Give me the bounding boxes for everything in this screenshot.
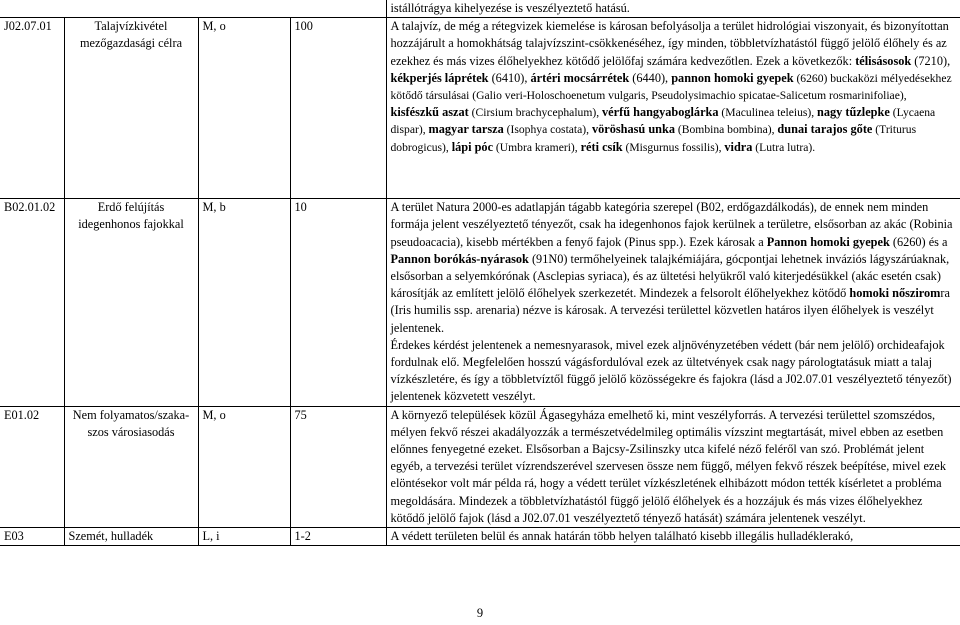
threat-name: Erdő felújítás idegenhonos fajokkal [64, 199, 198, 406]
threat-param: M, o [198, 406, 290, 527]
table-row [0, 406, 960, 527]
threat-param: M, b [198, 199, 290, 406]
threat-value: 100 [290, 18, 386, 199]
table-row [0, 18, 960, 199]
row-description-fragment: istállótrágya kihelyezése is veszélyeztető hatású. [386, 0, 960, 18]
threat-param: L, i [198, 528, 290, 546]
threat-description: A környező települések közül Ágasegyháza emelhető ki, mint veszélyforrás. A tervezési területtel szomszédos, mélyen fekvő részei akadályozzák a természetvédelmileg optimális vízszint megtartását, mivel ebben az esetben előnnes fenyegetné ezeket. Elsősorban a Bajcsy-Zsilinszky utca kifelé néző feléről van szó. Problémát jelent egyéb, a tervezési terület vízrendszerével szervesen össze nem függő, mélyen fekvő részek beépítése, mivel ezek elöntésekor volt már példa rá, hogy a védett terület vízkészletének elhibázott módon tették kísérletet a probléma megoldására. Mindezek a többletvízhatástól függő jelölő élőhelyek és a hozzájuk és más vizes élőhelyekhez kötődő jelölő fajok (lásd a J02.07.01 veszélyeztető tényező hatását) számára jelentenek veszélyt. [386, 406, 960, 527]
table-row [0, 528, 960, 546]
threat-description: A talajvíz, de még a rétegvizek kiemelése is károsan befolyásolja a terület hidrológiai viszonyait, és bizonyítottan hozzájárult a homokhátság talajvízszint-csökkenéséhez, így minden, többletvízhatástól függő jelölő élőhely és az ezekhez és más vizes élőhelyekhez kötődő jelölőfaj számára kedvezőtlen. Ezek a következők: télisásosok (7210), kékperjés láprétek (6410), ártéri mocsárrétek (6440), pannon homoki gyepek (6260) buckaközi mélyedésekhez kötődő társulásai (Galio veri-Holoschoenetum vulgaris, Pseudolysimachio spicatae-Salicetum rosmarinifoliae), kisfészkű aszat (Cirsium brachycephalum), vérfű hangyaboglárka (Maculinea teleius), nagy tűzlepke (Lycaena dispar), magyar tarsza (Isophya costata), vöröshasú unka (Bombina bombina), dunai tarajos gőte (Triturus dobrogicus), lápi póc (Umbra krameri), réti csík (Misgurnus fossilis), vidra (Lutra lutra). [386, 18, 960, 199]
table-row [0, 199, 960, 406]
threat-value: 75 [290, 406, 386, 527]
threat-code: B02.01.02 [0, 199, 64, 406]
threat-code: E03 [0, 528, 64, 546]
table-row [0, 0, 960, 18]
threat-description: A terület Natura 2000-es adatlapján tágabb kategória szerepel (B02, erdőgazdálkodás), de ennek nem minden formája jelent veszélyeztető tényezőt, csak ha idegenhonos fajok kerülnek a területre, elsősorban az akác (Robinia pseudoacacia), kisebb mértékben a fenyő fajok (Pinus spp.). Ezek károsak a Pannon homoki gyepek (6260) és a Pannon borókás-nyárasok (91N0) termőhelyeinek talajkémiájára, gócpontjai lehetnek inváziós lágyszárúaknak, elsősorban a selyemkórónak (Asclepias syriaca), és az ültetési helyükről való kiterjedésükkel (akác esetén csak) károsítják az említett jelölő élőhelyek szerkezetét. Mindezek a felsorolt élőhelyekhez kötődő homoki nősziromra (Iris humilis ssp. arenaria) nézve is károsak. A tervezési területtel közvetlen határos ilyen élőhelyek is veszélyt jelentenek. Érdekes kérdést jelentenek a nemesnyarasok, mivel ezek aljnövényzetében védett (bár nem jelölő) orchideafajok fordulnak elő. Megfelelően hosszú vágásfordulóval ezek az ültetvények csak nagy párologtatásuk miatt a talaj vízkészletére, és így a többletvíztől függő jelölő közösségekre és fajokra (lásd a J02.07.01 veszélyeztető tényezőt) jelentenek közvetett veszélyt. [386, 199, 960, 406]
threat-param: M, o [198, 18, 290, 199]
threat-value: 1-2 [290, 528, 386, 546]
threat-name: Szemét, hulladék [64, 528, 198, 546]
threat-value: 10 [290, 199, 386, 406]
threat-code: J02.07.01 [0, 18, 64, 199]
threat-name: Nem folyamatos/szaka-szos városiasodás [64, 406, 198, 527]
page-number: 9 [476, 606, 484, 620]
threat-name: Talajvízkivétel mezőgazdasági célra [64, 18, 198, 199]
threat-description: A védett területen belül és annak határán több helyen található kisebb illegális hulladéklerakó, [386, 528, 960, 546]
threat-code: E01.02 [0, 406, 64, 527]
